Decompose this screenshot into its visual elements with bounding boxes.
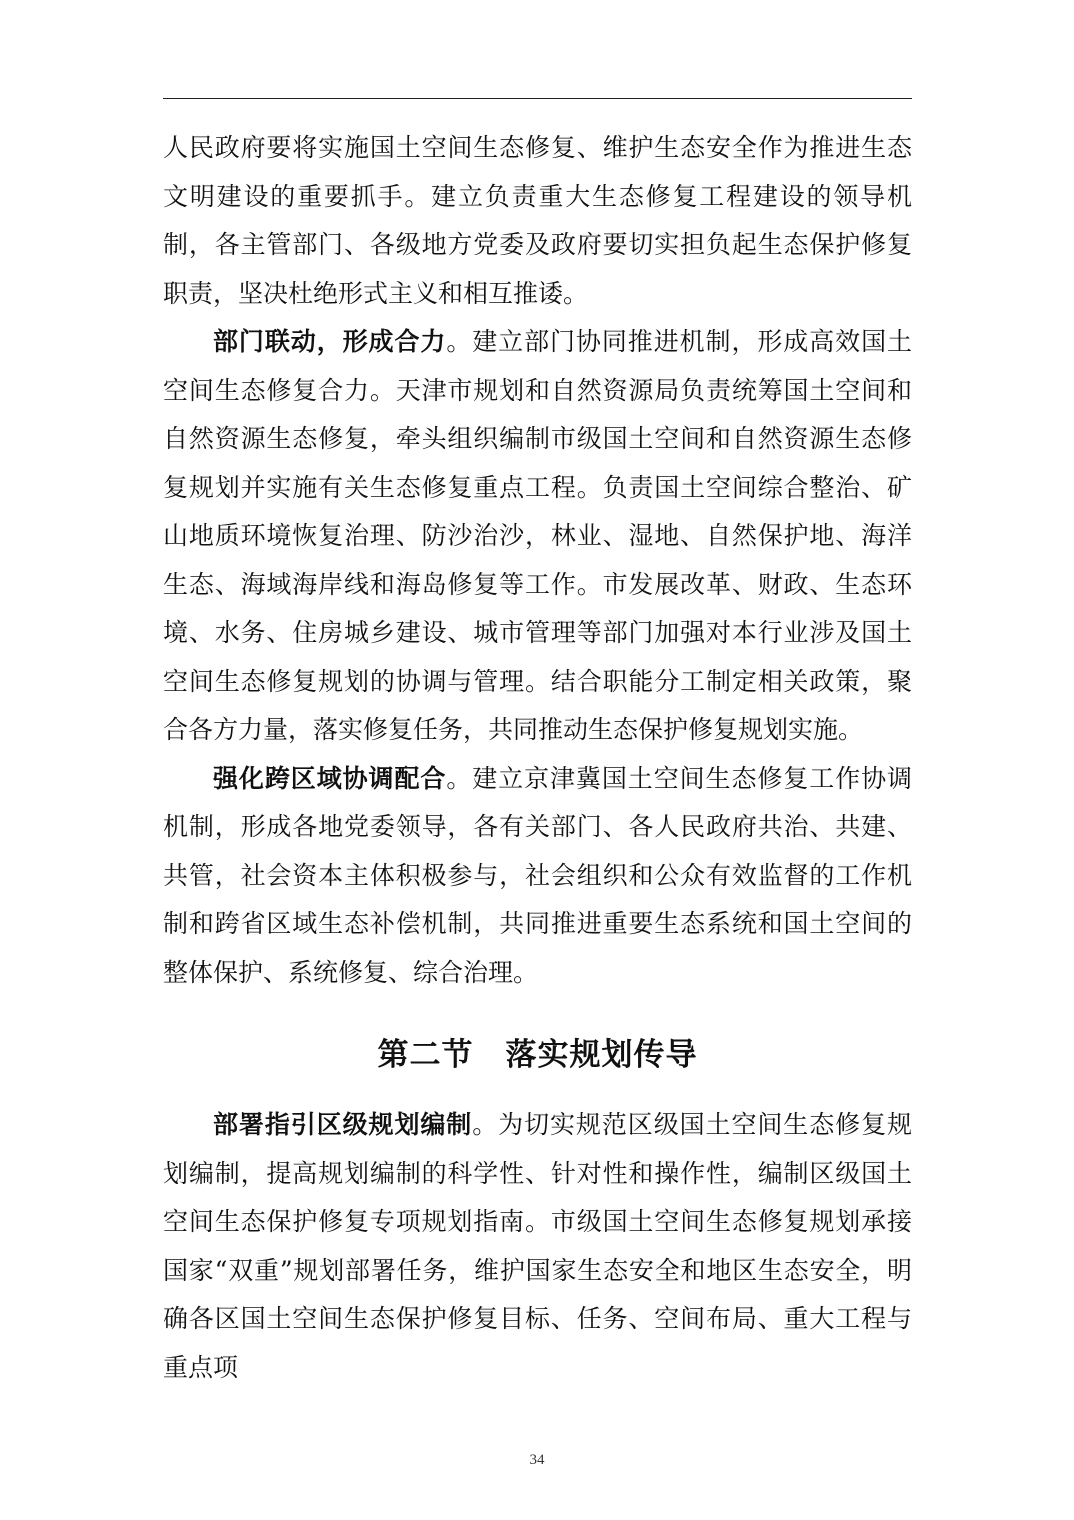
paragraph-continuation — [163, 124, 912, 318]
page-content — [163, 124, 912, 1392]
paragraph-text: 。建立部门协同推进机制，形成高效国土空间生态修复合力。天津市规划和自然资源局负责统筹国土空间和自然资源生态修复，牵头组织编制市级国土空间和自然资源生态修复规划并实施有关生态修复重点工程。负责国土空间综合整治、矿山地质环境恢复治理、防沙治沙，林业、湿地、自然保护地、海洋生态、海域海岸线和海岛修复等工作。市发展改革、财政、生态环境、水务、住房城乡建设、城市管理等部门加强对本行业涉及国土空间生态修复规划的协调与管理。结合职能分工制定相关政策，聚合各方力量，落实修复任务，共同推动生态保护修复规划实施。 — [163, 327, 912, 744]
header-rule — [163, 98, 912, 99]
paragraph-text: 。为切实规范区级国土空间生态修复规划编制，提高规划编制的科学性、针对性和操作性，编制区级国土空间生态保护修复专项规划指南。市级国土空间生态修复规划承接国家“双重”规划部署任务，维护国家生态安全和地区生态安全，明确各区国土空间生态保护修复目标、任务、空间布局、重大工程与重点项 — [163, 1110, 912, 1382]
section-heading: 第二节 落实规划传导 — [377, 1037, 698, 1073]
paragraph-cross-region-coordination — [163, 755, 912, 998]
paragraph-text: 人民政府要将实施国土空间生态修复、维护生态安全作为推进生态文明建设的重要抓手。建立负责重大生态修复工程建设的领导机制，各主管部门、各级地方党委及政府要切实担负起生态保护修复职责，坚决杜绝形式主义和相互推诿。 — [163, 133, 912, 308]
paragraph-lead: 强化跨区域协调配合 — [213, 763, 447, 793]
paragraph-lead: 部署指引区级规划编制 — [213, 1110, 473, 1139]
page-number: 34 — [529, 1452, 545, 1468]
paragraph-department-coordination — [163, 318, 912, 755]
paragraph-district-planning — [163, 1101, 912, 1392]
paragraph-lead: 部门联动，形成合力 — [213, 327, 447, 356]
paragraph-text: 。建立京津冀国土空间生态修复工作协调机制，形成各地党委领导，各有关部门、各人民政府共治、共建、共管，社会资本主体积极参与，社会组织和公众有效监督的工作机制和跨省区域生态补偿机制，共同推进重要生态系统和国土空间的整体保护、系统修复、综合治理。 — [163, 763, 912, 987]
